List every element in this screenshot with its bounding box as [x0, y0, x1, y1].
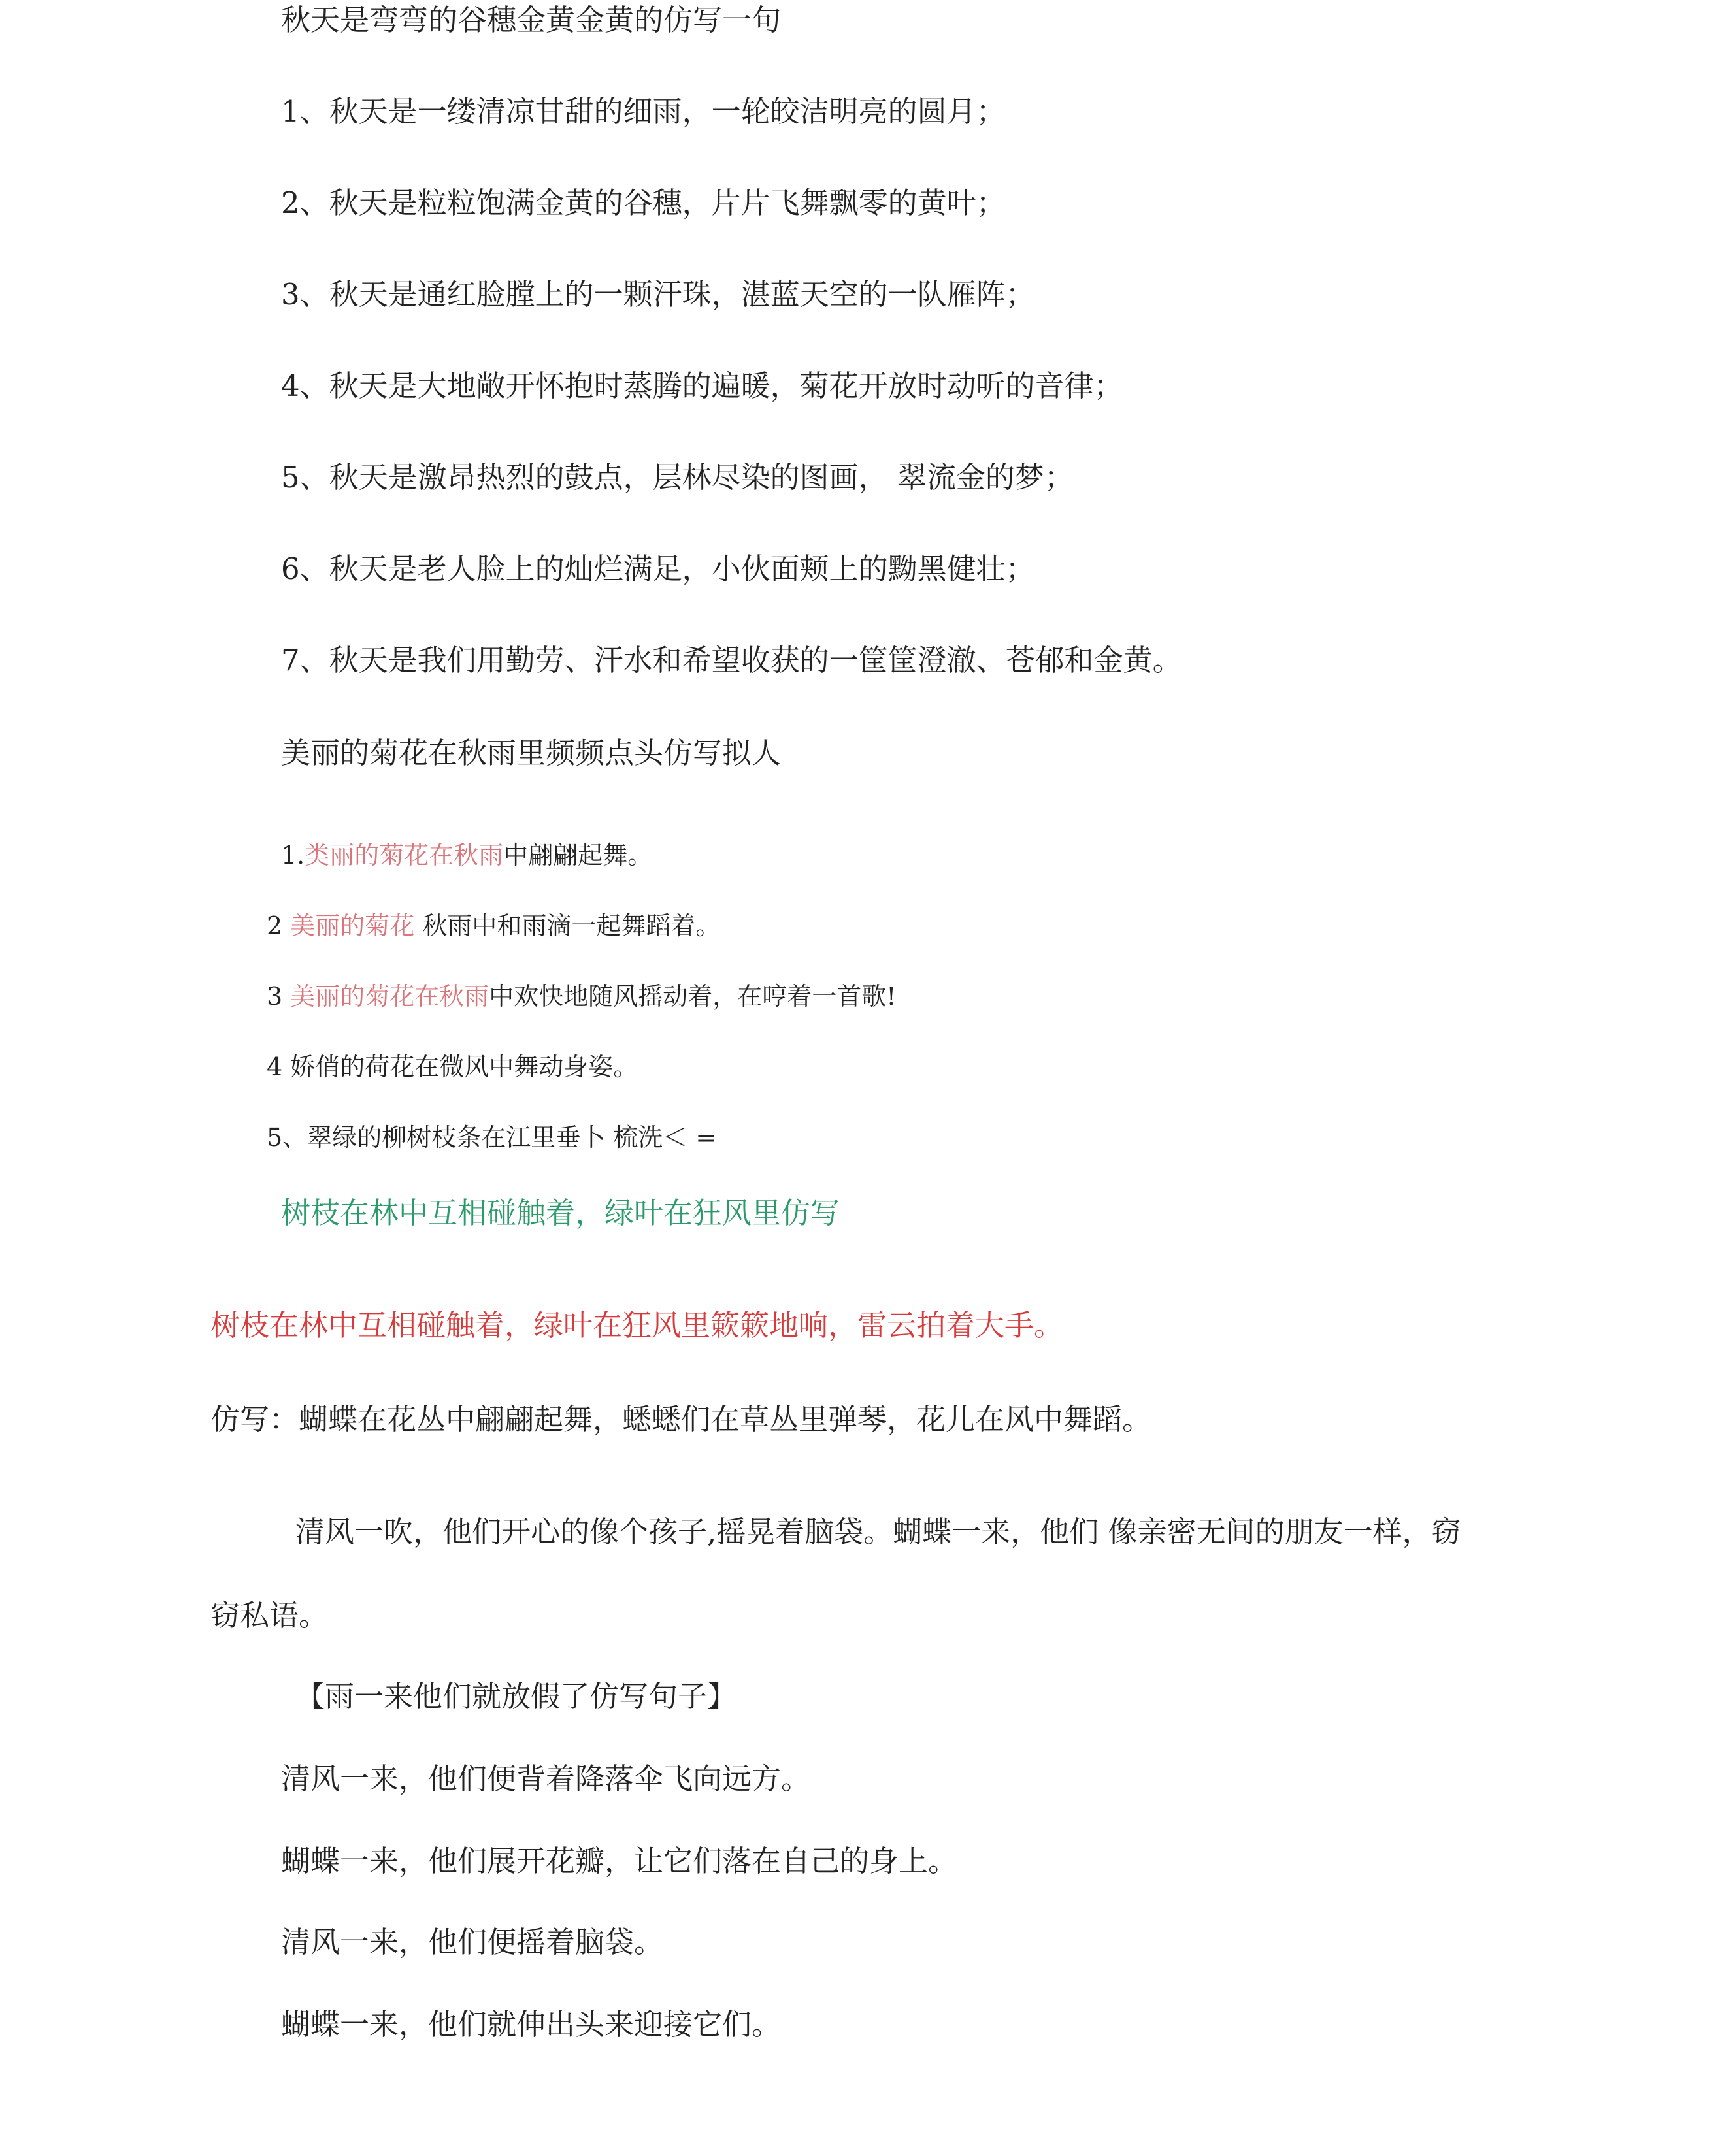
list-item — [281, 843, 652, 868]
section-title-rain: 【雨一来他们就放假了仿写句子】 — [295, 1679, 737, 1714]
item-number: 1. — [281, 841, 305, 870]
item-text: 娇俏的荷花在微风中舞动身姿。 — [290, 1053, 638, 1081]
highlight-text: 美丽的菊花 — [290, 911, 415, 940]
list-item — [267, 1125, 716, 1150]
example-sentence: 树枝在林中互相碰触着，绿叶在狂风里簌簌地响，雷云拍着大手。 — [210, 1308, 1064, 1343]
item-number: 3 — [267, 982, 291, 1011]
paragraph-line: 清风一吹，他们开心的像个孩子,摇晃着脑袋。蝴蝶一来，他们 像亲密无间的朋友一样，窃 — [295, 1514, 1461, 1549]
section-title-autumn: 秋天是弯弯的谷穗金黄金黄的仿写一句 — [281, 3, 782, 37]
list-item: 6、秋天是老人脸上的灿烂满足，小伙面颊上的黝黑健壮； — [281, 551, 1035, 586]
list-item: 5、秋天是激昂热烈的鼓点，层林尽染的图画， 翠流金的梦； — [281, 460, 1074, 495]
paragraph-line: 窃私语。 — [210, 1598, 329, 1633]
item-text: 翠绿的柳树枝条在江里垂卜 梳洗＜ = — [307, 1123, 717, 1152]
highlight-text: 类丽的菊花在秋雨 — [305, 841, 504, 870]
item-number: 4 — [267, 1053, 291, 1081]
item-number: 5、 — [267, 1123, 308, 1152]
section-title-branches: 树枝在林中互相碰触着，绿叶在狂风里仿写 — [281, 1196, 840, 1230]
list-item: 蝴蝶一来，他们展开花瓣，让它们落在自己的身上。 — [281, 1844, 958, 1878]
list-item: 7、秋天是我们用勤劳、汗水和希望收获的一筐筐澄澈、苍郁和金黄。 — [281, 643, 1182, 678]
list-item — [267, 1054, 638, 1079]
list-item: 1、秋天是一缕清凉甘甜的细雨，一轮皎洁明亮的圆月； — [281, 94, 1006, 129]
list-item: 蝴蝶一来，他们就伸出头来迎接它们。 — [281, 2007, 782, 2042]
list-item: 清风一来，他们便背着降落伞飞向远方。 — [281, 1761, 811, 1796]
list-item — [267, 913, 720, 938]
section-title-chrysanthemum: 美丽的菊花在秋雨里频频点头仿写拟人 — [281, 736, 782, 770]
list-item: 2、秋天是粒粒饱满金黄的谷穗，片片飞舞飘零的黄叶； — [281, 186, 1006, 220]
imitation-sentence: 仿写：蝴蝶在花丛中翩翩起舞，蟋蟋们在草丛里弹琴，花儿在风中舞蹈。 — [210, 1402, 1152, 1437]
list-item: 3、秋天是通红脸膛上的一颗汗珠，湛蓝天空的一队雁阵； — [281, 277, 1035, 312]
highlight-text: 美丽的菊花在秋雨 — [290, 982, 489, 1011]
list-item: 4、秋天是大地敞开怀抱时蒸腾的遍暖，菊花开放时动听的音律； — [281, 368, 1123, 403]
item-number: 2 — [267, 911, 291, 940]
item-text: 秋雨中和雨滴一起舞蹈着。 — [414, 911, 721, 940]
list-item: 清风一来，他们便摇着脑袋。 — [281, 1925, 664, 1959]
list-item — [267, 984, 897, 1009]
item-text: 中欢快地随风摇动着，在哼着一首歌! — [489, 982, 897, 1011]
item-text: 中翩翩起舞。 — [503, 841, 653, 870]
